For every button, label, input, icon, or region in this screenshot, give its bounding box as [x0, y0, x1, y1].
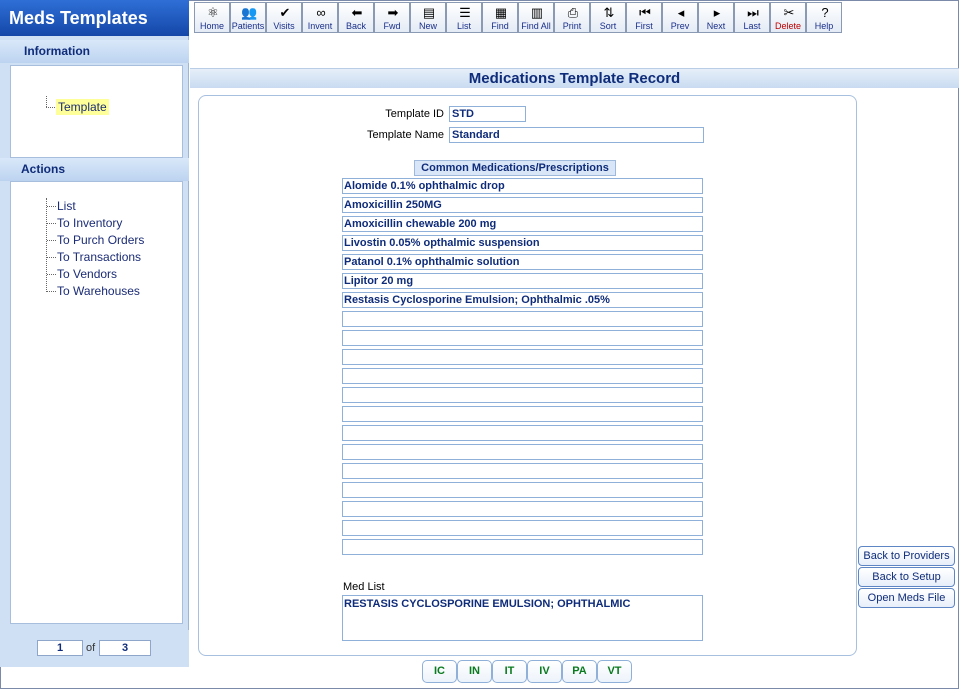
med-list-label: Med List	[343, 581, 385, 593]
medication-row[interactable]	[342, 311, 703, 327]
help-icon: ?	[821, 5, 829, 20]
toolbar-label: New	[418, 21, 437, 31]
printer-icon: ⎙	[567, 5, 579, 20]
toolbar-label: Find	[491, 21, 509, 31]
sort-icon: ⇅	[603, 5, 615, 20]
toolbar-button-find[interactable]	[482, 2, 518, 33]
toolbar-label: List	[456, 21, 471, 31]
total-records: 3	[99, 640, 151, 656]
action-item-to-inventory[interactable]: To Inventory	[57, 216, 123, 230]
glasses-icon: ∞	[316, 5, 326, 20]
delete-icon: ✂	[783, 5, 795, 20]
medication-row[interactable]	[342, 330, 703, 346]
toolbar-label: Prev	[670, 21, 690, 31]
tree-connector	[46, 96, 47, 107]
toolbar-label: Patients	[231, 21, 265, 31]
medication-row[interactable]: Patanol 0.1% ophthalmic solution	[342, 254, 703, 270]
record-pager	[0, 630, 189, 667]
medication-row[interactable]: Alomide 0.1% ophthalmic drop	[342, 178, 703, 194]
open-meds-file-button[interactable]: Open Meds File	[858, 588, 955, 608]
medication-row[interactable]: Amoxicillin chewable 200 mg	[342, 216, 703, 232]
actions-panel	[10, 181, 183, 624]
medication-row[interactable]	[342, 501, 703, 517]
list-icon: ☰	[459, 5, 471, 20]
toolbar-label: Delete	[774, 21, 801, 31]
toolbar-button-back[interactable]	[338, 2, 374, 33]
medication-row[interactable]	[342, 482, 703, 498]
medication-row[interactable]	[342, 520, 703, 536]
toolbar-label: Print	[562, 21, 582, 31]
toolbar-label: Fwd	[383, 21, 401, 31]
last-record-icon: ⏭	[747, 5, 759, 20]
toolbar-button-home[interactable]	[194, 2, 230, 33]
toolbar-button-new[interactable]	[410, 2, 446, 33]
tab-it[interactable]: IT	[492, 660, 527, 683]
tab-ic[interactable]: IC	[422, 660, 457, 683]
toolbar-label: Back	[345, 21, 366, 31]
pager-of-label: of	[86, 642, 96, 654]
toolbar-button-last[interactable]	[734, 2, 770, 33]
action-item-to-purch-orders[interactable]: To Purch Orders	[57, 233, 145, 247]
common-medications-header: Common Medications/Prescriptions	[414, 160, 616, 176]
tab-vt[interactable]: VT	[597, 660, 632, 683]
back-arrow-icon: ⬅	[351, 5, 363, 20]
medication-row[interactable]: Livostin 0.05% opthalmic suspension	[342, 235, 703, 251]
template-name-label: Template Name	[366, 129, 444, 141]
tree-connector	[46, 198, 47, 292]
toolbar-button-patients[interactable]	[230, 2, 266, 33]
action-item-list[interactable]: List	[57, 199, 76, 213]
toolbar-button-prev[interactable]	[662, 2, 698, 33]
toolbar	[194, 2, 842, 33]
template-id-label: Template ID	[385, 108, 444, 120]
bottom-tabs	[422, 660, 632, 683]
action-item-to-warehouses[interactable]: To Warehouses	[57, 284, 140, 298]
home-icon: ⚛	[207, 5, 219, 20]
next-record-icon: ▸	[713, 5, 721, 20]
toolbar-button-next[interactable]	[698, 2, 734, 33]
medication-row[interactable]: Lipitor 20 mg	[342, 273, 703, 289]
first-record-icon: ⏮	[639, 5, 651, 20]
action-item-to-vendors[interactable]: To Vendors	[57, 267, 118, 281]
toolbar-label: Help	[814, 21, 834, 31]
toolbar-label: Find All	[521, 21, 551, 31]
actions-section-header	[0, 158, 189, 181]
toolbar-label: Invent	[307, 21, 333, 31]
toolbar-label: Last	[743, 21, 761, 31]
sidebar	[0, 0, 189, 667]
toolbar-label: First	[635, 21, 653, 31]
forward-arrow-icon: ➡	[387, 5, 399, 20]
template-name-field[interactable]: Standard	[449, 127, 704, 143]
toolbar-button-invent[interactable]	[302, 2, 338, 33]
toolbar-button-help[interactable]	[806, 2, 842, 33]
action-item-to-transactions[interactable]: To Transactions	[57, 250, 142, 264]
template-id-field[interactable]: STD	[449, 106, 526, 122]
information-label: Information	[24, 44, 90, 58]
medication-row[interactable]	[342, 349, 703, 365]
toolbar-button-list[interactable]	[446, 2, 482, 33]
medication-row[interactable]	[342, 463, 703, 479]
toolbar-button-first[interactable]	[626, 2, 662, 33]
patients-icon: 👥	[241, 5, 258, 20]
toolbar-label: Home	[199, 21, 224, 31]
tab-iv[interactable]: IV	[527, 660, 562, 683]
sidebar-item-template[interactable]: Template	[58, 100, 107, 114]
medication-row[interactable]	[342, 539, 703, 555]
medication-row[interactable]	[342, 368, 703, 384]
back-to-setup-button[interactable]: Back to Setup	[858, 567, 955, 587]
toolbar-label: Sort	[599, 21, 617, 31]
new-record-icon: ▤	[422, 5, 436, 20]
page-title: Medications Template Record	[190, 68, 959, 88]
information-panel	[10, 65, 183, 158]
actions-label: Actions	[21, 162, 66, 176]
toolbar-button-delete[interactable]	[770, 2, 806, 33]
toolbar-button-find-all[interactable]	[518, 2, 554, 33]
toolbar-button-print[interactable]	[554, 2, 590, 33]
medication-row[interactable]: Restasis Cyclosporine Emulsion; Ophthalmic .05%	[342, 292, 703, 308]
current-record-number[interactable]: 1	[37, 640, 83, 656]
toolbar-label: Visits	[273, 21, 295, 31]
medication-row[interactable]	[342, 444, 703, 460]
toolbar-label: Next	[706, 21, 726, 31]
back-to-providers-button[interactable]: Back to Providers	[858, 546, 955, 566]
tab-in[interactable]: IN	[457, 660, 492, 683]
medication-row[interactable]	[342, 425, 703, 441]
information-section-header	[0, 40, 189, 63]
find-icon: ▦	[494, 5, 508, 20]
find-all-icon: ▥	[530, 5, 544, 20]
medication-row[interactable]: Amoxicillin 250MG	[342, 197, 703, 213]
previous-record-icon: ◂	[677, 5, 685, 20]
toolbar-button-sort[interactable]	[590, 2, 626, 33]
medication-row[interactable]	[342, 387, 703, 403]
visits-icon: ✔	[279, 5, 291, 20]
medication-row[interactable]	[342, 406, 703, 422]
toolbar-button-fwd[interactable]	[374, 2, 410, 33]
tab-pa[interactable]: PA	[562, 660, 597, 683]
toolbar-button-visits[interactable]	[266, 2, 302, 33]
app-title: Meds Templates	[0, 0, 189, 36]
med-list-field[interactable]: RESTASIS CYCLOSPORINE EMULSION; OPHTHALMIC	[342, 595, 703, 641]
